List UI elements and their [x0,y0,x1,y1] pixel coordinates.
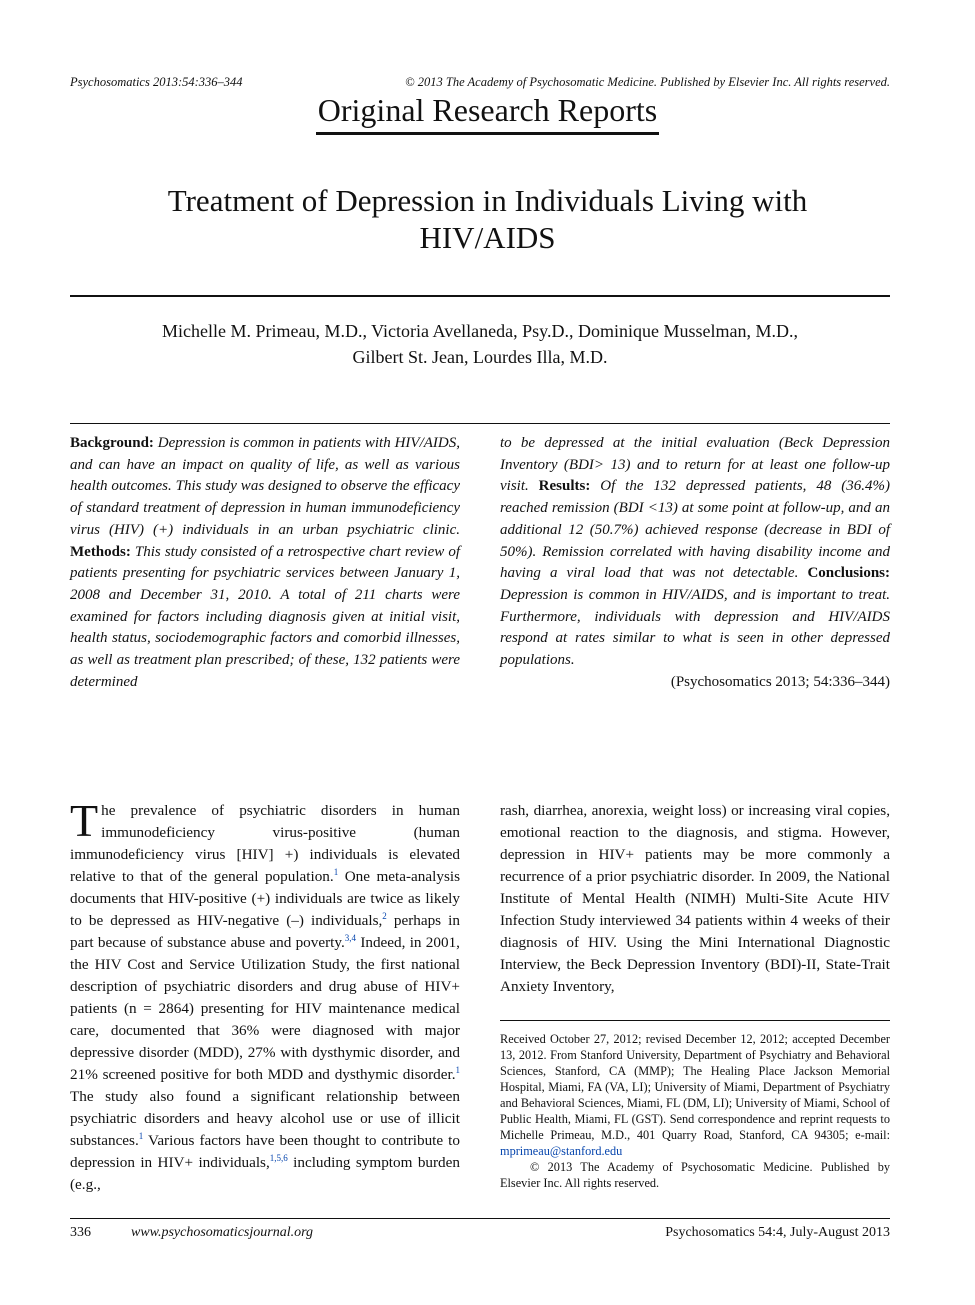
reference-link[interactable]: 3,4 [344,932,357,943]
methods-label: Methods: [70,543,131,560]
article-title-line1: Treatment of Depression in Individuals Living with [167,183,808,218]
author-list [70,318,890,370]
methods-text-continued: to be depressed at the initial evaluation (Beck Depression Inventory (BDI> 13) and to return for at least one follow-up visit. [500,435,890,495]
body-text: perhaps in part because of substance abuse and poverty. [70,912,460,951]
body-text: rash, diarrhea, anorexia, weight loss) or increasing viral copies, emotional reaction to the diagnosis, and stigma. However, depression in HIV+ patients may be more commonly a recurrence of a prior psychiatric disorder. In 2009, the National Institute of Mental Health (NIMH) Multi-Site Acute HIV Infection Study interviewed 34 patients within 4 weeks of their diagnosis of HIV. Using the Mini International Diagnostic Interview, the Beck Depression Inventory (BDI)-II, State-Trait Anxiety Inventory, [500,802,890,995]
footnote-text: Received October 27, 2012; revised December 12, 2012; accepted December 13, 2012. From Stanford University, Department of Psychiatry and Behavioral Sciences, Stanford, CA (MMP); The Healing Place Jackson Memorial Hospital, Miami, FA (VA, LI); University of Miami, Department of Psychiatry and Behavioral Sciences, Miami, FL (DM, LI); University of Miami, School of Public Health, Miami, FL (GST). Send correspondence and reprint requests to Michelle Primeau, M.D., 401 Quarry Road, Stanford, CA 94305; e-mail: [500,1032,890,1142]
article-title-line2: HIV/AIDS [419,220,556,255]
journal-website-link[interactable]: www.psychosomaticsjournal.org [131,1225,314,1240]
conclusions-label: Conclusions: [807,565,890,582]
footer-rule [70,1218,890,1219]
reference-link[interactable]: 1 [333,866,339,877]
section-title-text: Original Research Reports [316,92,659,135]
section-title [0,92,975,135]
body-text: Various factors have been thought to contribute to depression in HIV+ individuals, [70,1132,460,1171]
abstract-top-rule [70,423,890,424]
footnote-copyright: © 2013 The Academy of Psychosomatic Medicine. Published by Elsevier Inc. All rights reserved. [500,1160,890,1190]
background-label: Background: [70,435,154,451]
footnote-rule [500,1020,890,1021]
title-divider [70,295,890,297]
running-header-copyright: © 2013 The Academy of Psychosomatic Medicine. Published by Elsevier Inc. All rights reserved. [405,75,890,89]
authors-line2: Gilbert St. Jean, Lourdes Illa, M.D. [352,347,608,367]
abstract-left-column [70,433,460,693]
drop-cap: T [70,795,99,846]
body-text: including symptom burden (e.g., [70,1154,460,1193]
body-text: The study also found a significant relationship between psychiatric disorders and heavy alcohol use or use of illicit substances. [70,1088,460,1149]
body-left-column [70,795,460,1196]
methods-text: This study consisted of a retrospective chart review of patients presenting for psychiatric services between January 1, 2008 and December 31, 2010. A total of 211 charts were examined for factors including diagnosis given at initial visit, health status, sociodemographic factors and comorbid illnesses, as well as treatment plan prescribed; of these, 132 patients were determined [70,543,460,690]
page-number: 336 [70,1225,91,1240]
reference-link[interactable]: 1 [455,1064,460,1075]
article-title [90,182,885,256]
background-text: Depression is common in patients with HIV/AIDS, and can have an impact on quality of life, as well as various health outcomes. This study was designed to observe the efficacy of standard treatment of depression in human immunodeficiency virus (HIV) (+) individuals in an urban psychiatric clinic. [70,435,460,538]
body-text: One meta-analysis documents that HIV-positive (+) individuals are twice as likely to be depressed as HIV-negative (–) individuals, [70,868,460,929]
reference-link[interactable]: 1,5,6 [269,1152,288,1163]
abstract-right-column [500,433,890,693]
results-label: Results: [538,478,591,495]
running-header-citation: Psychosomatics 2013:54:336–344 [70,75,243,89]
body-text: he prevalence of psychiatric disorders in human immunodeficiency virus-positive (human immunodeficiency virus [HIV] +) individuals is elevated relative to that of the general population. [70,802,460,885]
reference-link[interactable]: 1 [138,1130,144,1141]
authors-line1: Michelle M. Primeau, M.D., Victoria Avellaneda, Psy.D., Dominique Musselman, M.D., [161,321,798,341]
conclusions-text: Depression is common in HIV/AIDS, and is important to treat. Furthermore, individuals with depression and HIV/AIDS respond at rates similar to what is seen in other depressed populations. [500,586,890,669]
email-link[interactable]: mprimeau@stanford.edu [500,1144,623,1158]
article-footnote [500,1031,890,1191]
journal-issue: Psychosomatics 54:4, July-August 2013 [665,1225,890,1240]
body-right-column [500,800,890,998]
results-text: Of the 132 depressed patients, 48 (36.4%) reached remission (BDI <13) at some point at follow-up, and an additional 12 (50.7%) achieved response (decrease in BDI of 50%). Remission correlated with having disability income and having a viral load that was not detectable. [500,478,890,582]
abstract-citation: (Psychosomatics 2013; 54:336–344) [670,673,890,690]
reference-link[interactable]: 2 [382,910,387,921]
body-text: Indeed, in 2001, the HIV Cost and Service Utilization Study, the first national description of psychiatric disorders and drug abuse of HIV+ patients (n = 2864) presenting for HIV maintenance medical care, documented that 36% were diagnosed with major depressive disorder (MDD), 27% with dysthymic disorder, and 21% screened positive for both MDD and dysthymic disorder. [70,934,460,1083]
